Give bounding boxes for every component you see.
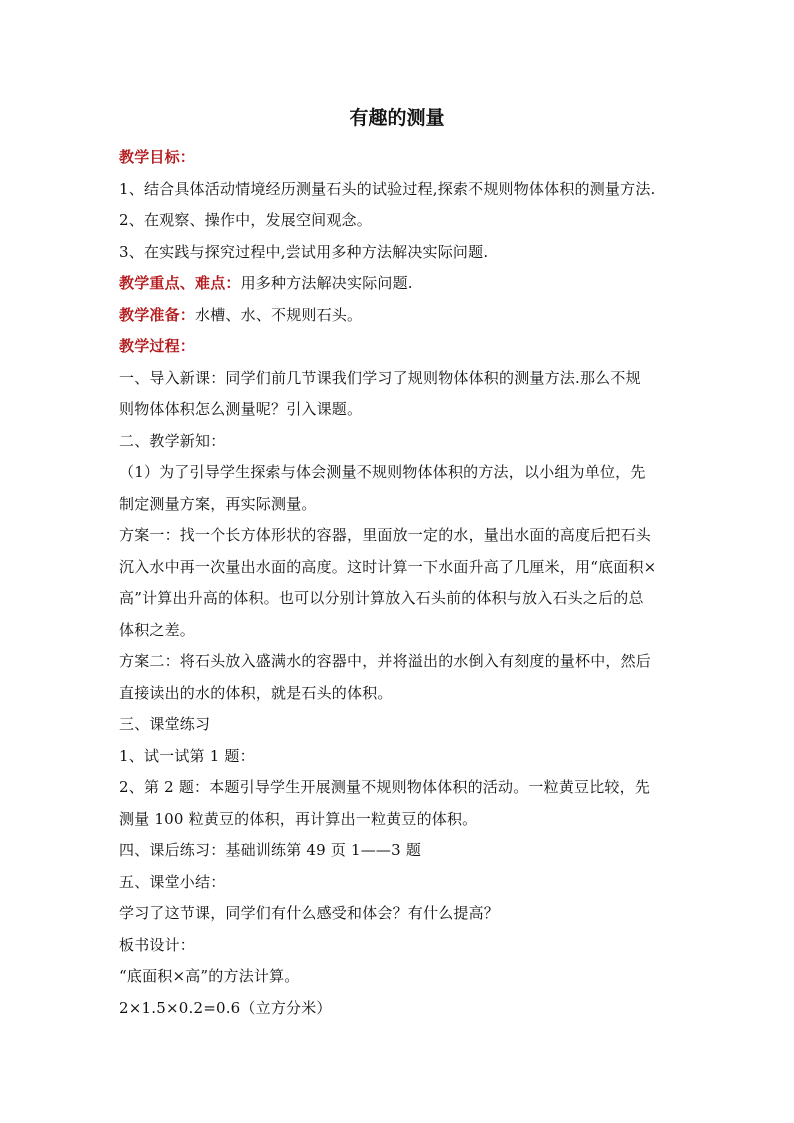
summary-heading: 五、课堂小结： <box>119 872 226 891</box>
summary-text: 学习了这节课，同学们有什么感受和体会？有什么提高？ <box>119 904 500 922</box>
step1-line-2: 制定测量方案，再实际测量。 <box>119 494 317 513</box>
practice-item-2-line-2: 测量 100 粒黄豆的体积，再计算出一粒黄豆的体积。 <box>119 809 478 828</box>
document-title: 有趣的测量 <box>349 107 445 129</box>
practice-heading: 三、课堂练习 <box>119 715 211 733</box>
preparation-heading: 教学准备： <box>119 305 196 324</box>
practice-item-1: 1、试一试第 1 题： <box>119 746 255 765</box>
board-line-1: “底面积×高”的方法计算。 <box>119 967 300 985</box>
practice-item-2-line-1: 2、第 2 题：本题引导学生开展测量不规则物体体积的活动。一粒黄豆比较，先 <box>119 778 651 796</box>
preparation-line <box>119 300 677 332</box>
homework-line: 四、课后练习：基础训练第 49 页 1——3 题 <box>119 841 422 859</box>
plan1-line-4: 体积之差。 <box>119 620 196 639</box>
goal-item-1: 1、结合具体活动情境经历测量石头的试验过程,探索不规则物体体积的测量方法. <box>119 179 656 198</box>
plan1-line-1: 方案一：找一个长方体形状的容器，里面放一定的水，量出水面的高度后把石头 <box>119 526 652 544</box>
document-body <box>119 142 677 1024</box>
preparation-text: 水槽、水、不规则石头。 <box>195 305 363 324</box>
plan1-line-3: 高”计算出升高的体积。也可以分别计算放入石头前的体积与放入石头之后的总 <box>119 589 644 607</box>
key-points-heading: 教学重点、难点： <box>119 274 241 292</box>
intro-line-1: 一、导入新课：同学们前几节课我们学习了规则物体体积的测量方法.那么不规 <box>119 368 641 387</box>
intro-line-2: 则物体体积怎么测量呢？引入课题。 <box>119 400 363 418</box>
board-line-2: 2×1.5×0.2=0.6（立方分米） <box>119 998 332 1017</box>
plan1-line-2: 沉入水中再一次量出水面的高度。这时计算一下水面升高了几厘米，用“底面积× <box>119 557 657 576</box>
goal-item-3: 3、在实践与探究过程中,尝试用多种方法解决实际问题. <box>119 242 489 261</box>
board-heading: 板书设计： <box>119 935 196 954</box>
process-heading: 教学过程： <box>119 337 196 355</box>
goal-item-2: 2、在观察、操作中，发展空间观念。 <box>119 211 372 229</box>
plan2-line-1: 方案二：将石头放入盛满水的容器中，并将溢出的水倒入有刻度的量杯中，然后 <box>119 652 652 670</box>
key-points-line <box>119 268 677 300</box>
goals-heading: 教学目标： <box>119 148 196 166</box>
new-knowledge-heading: 二、教学新知： <box>119 431 226 450</box>
key-points-text: 用多种方法解决实际问题. <box>240 274 413 292</box>
plan2-line-2: 直接读出的水的体积，就是石头的体积。 <box>119 683 393 702</box>
step1-line-1: （1）为了引导学生探索与体会测量不规则物体体积的方法，以小组为单位，先 <box>119 463 646 481</box>
